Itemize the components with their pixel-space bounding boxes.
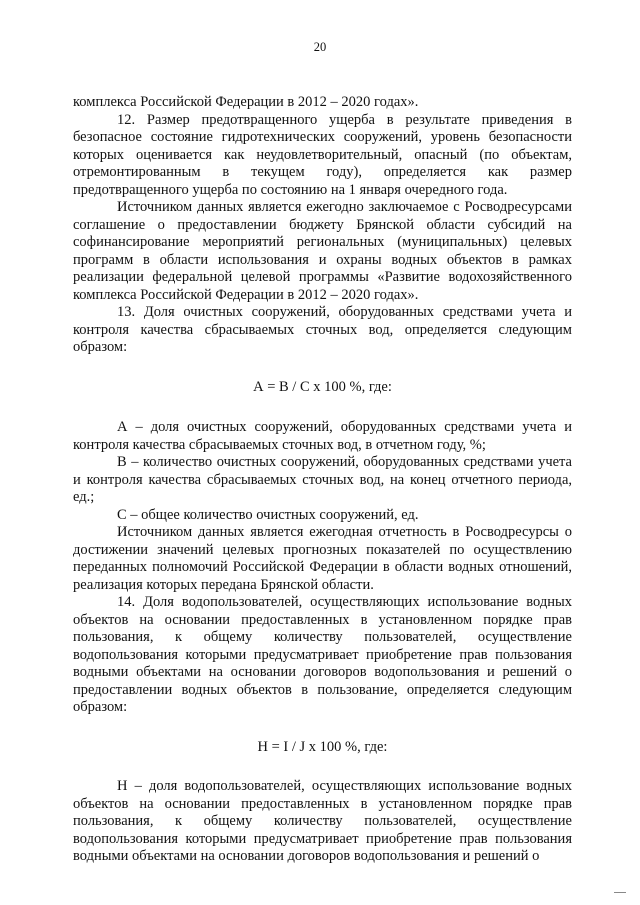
definition-b: В – количество очистных сооружений, оборудованных средствами учета и контроля качества сбрасываемых сточных вод, на конец отчетного периода, ед.; (73, 454, 572, 505)
paragraph-source-12: Источником данных является ежегодно заключаемое с Росводресурсами соглашение о предоставлении бюджету Брянской области субсидий на софинансирование мероприятий региональных (муниципальных) целевых программ в области использования и охраны водных объектов в рамках реализации федеральной целевой программы «Развитие водохозяйственного комплекса Российской Федерации в 2012 – 2020 годах». (73, 199, 572, 303)
paragraph-continuation: комплекса Российской Федерации в 2012 – 2020 годах». (73, 94, 419, 110)
document-body (73, 94, 572, 866)
formula-h: Н = I / J х 100 %, где: (257, 738, 388, 755)
definition-a: А – доля очистных сооружений, оборудованных средствами учета и контроля качества сбрасываемых сточных вод, в отчетном году, %; (73, 419, 572, 453)
corner-mark (614, 892, 626, 893)
formula-a: А = В / С х 100 %, где: (253, 378, 392, 395)
paragraph-item-13: 13. Доля очистных сооружений, оборудованных средствами учета и контроля качества сбрасываемых сточных вод, определяется следующим образом: (73, 304, 572, 355)
paragraph-source-13: Источником данных является ежегодная отчетность в Росводресурсы о достижении значений целевых прогнозных показателей по осуществлению переданных полномочий Российской Федерации в области водных отношений, реализация которых передана Брянской области. (73, 524, 572, 593)
page-number: 20 (313, 40, 327, 54)
definition-c: С – общее количество очистных сооружений, ед. (117, 506, 419, 523)
definition-h: Н – доля водопользователей, осуществляющих использование водных объектов на основании предоставленных в установленном порядке прав пользования, к общему количеству пользователей, осуществление водопользования которыми предусматривает приобретение прав пользования водными объектами на основании договоров водопользования и решений о (73, 778, 572, 864)
paragraph-item-14: 14. Доля водопользователей, осуществляющих использование водных объектов на основании предоставленных в установленном порядке прав пользования, к общему количеству пользователей, осуществление водопользования которыми предусматривает приобретение прав пользования водными объектами на основании договоров водопользования и решений о предоставлении водных объектов в пользование, определяется следующим образом: (73, 594, 572, 715)
paragraph-item-12: 12. Размер предотвращенного ущерба в результате приведения в безопасное состояние гидротехнических сооружений, уровень безопасности которых оценивается как неудовлетворительный, опасный (по объектам, отремонтированным в текущем году), определяется как размер предотвращенного ущерба по состоянию на 1 января очередного года. (73, 111, 572, 198)
